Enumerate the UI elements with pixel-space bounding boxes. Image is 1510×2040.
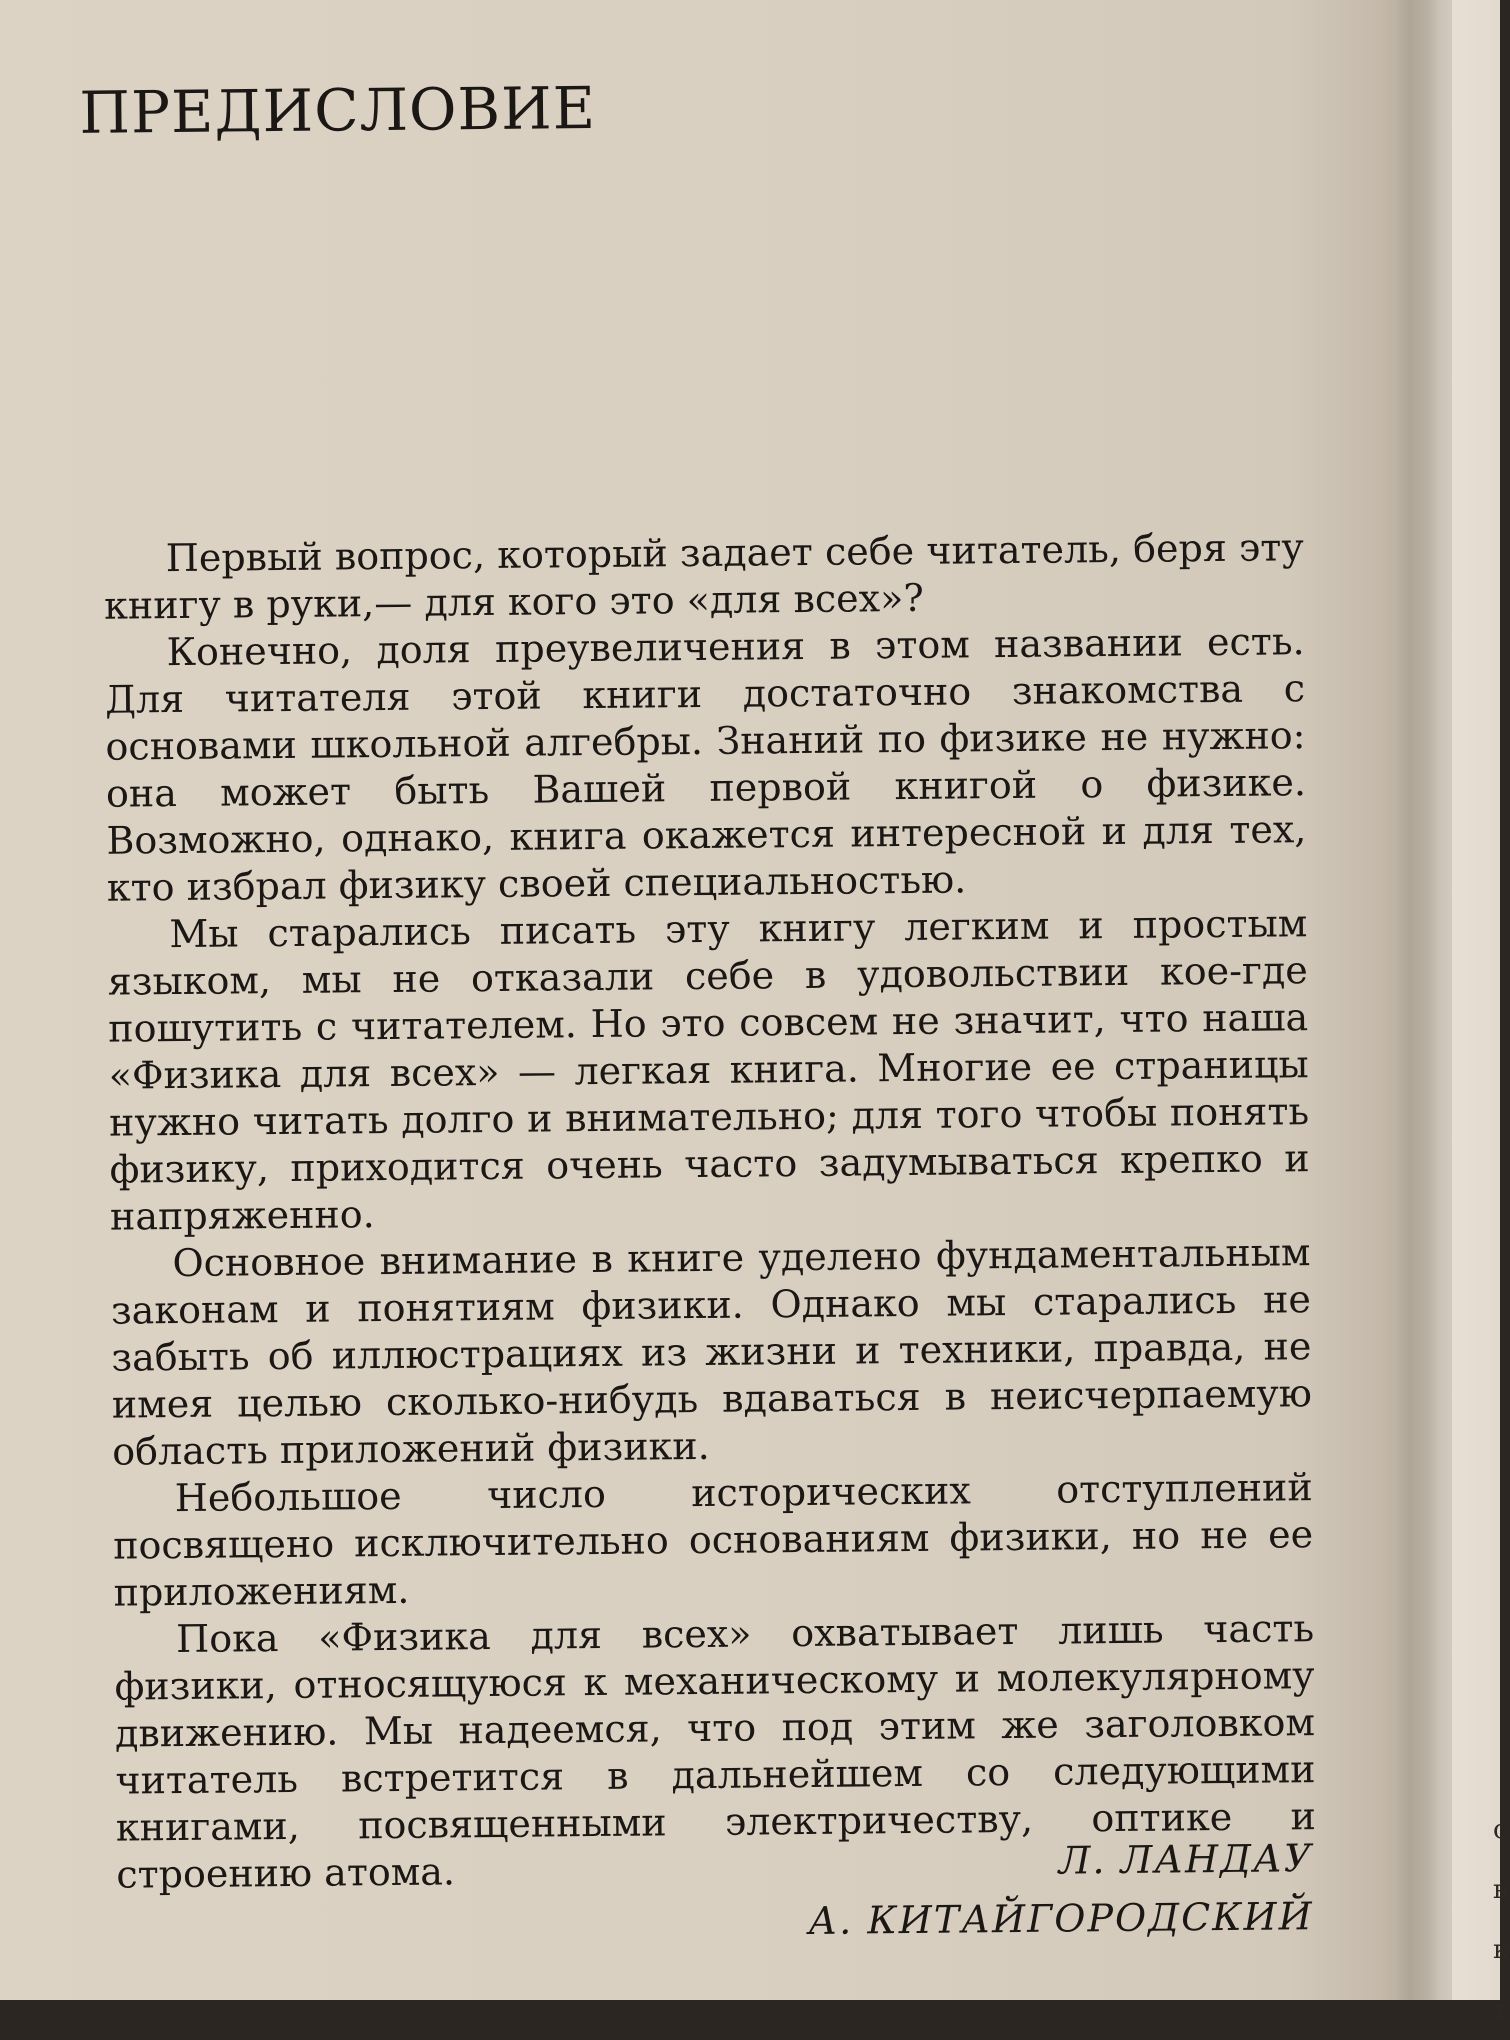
paragraph-2: Конечно, доля преувеличения в этом названии есть. Для читателя этой книги достаточно знакомства с основами школьной алгебры. Знаний по физике не нужно: она может быть Вашей первой книгой о физике. Возможно, однако, книга окажется интересной и для тех, кто избрал физику своей специальностью. <box>104 619 1307 910</box>
edge-letter: к <box>1493 1935 1510 1965</box>
preface-body <box>104 524 1317 1898</box>
page-heading: ПРЕДИСЛОВИЕ <box>79 73 597 147</box>
signature-block <box>808 1829 1315 1950</box>
next-page-edge-letters <box>1493 1800 1510 2040</box>
author-landau: Л. ЛАНДАУ <box>1058 1836 1314 1883</box>
paragraph-5: Небольшое число исторических отступлений посвящено исключительно основаниям физики, но не ее приложениям. <box>112 1465 1314 1615</box>
paragraph-4: Основное внимание в книге уделено фундаментальным законам и понятиям физики. Однако мы старались не забыть об иллюстрациях из жизни и техники, правда, не имея целью сколько-нибудь вдаваться в неисчерпаемую область приложений физики. <box>110 1230 1313 1474</box>
paragraph-1: Первый вопрос, который задает себе читатель, беря эту книгу в руки,— для кого это «для всех»? <box>103 525 1304 628</box>
edge-letter: ь <box>1493 1875 1508 1905</box>
edge-letter: т <box>1493 1995 1508 2025</box>
author-kitaigorodsky: А. КИТАЙГОРОДСКИЙ <box>808 1894 1315 1944</box>
next-page-edge <box>1452 0 1510 2000</box>
paragraph-6: Пока «Физика для всех» охватывает лишь часть физики, относящуюся к механическому и молекулярному движению. Мы надеемся, что под этим же заголовком читатель встретится в дальнейшем со следующими книгами, посвященными электричеству, оптике и строению атома. <box>114 1606 1317 1897</box>
paragraph-3: Мы старались писать эту книгу легким и простым языком, мы не отказали себе в удовольствии кое-где пошутить с читателем. Но это совсем не значит, что наша «Физика для всех» — легкая книга. Многие ее страницы нужно читать долго и внимательно; для того чтобы понять физику, приходится очень часто задумываться крепко и напряженно. <box>107 901 1310 1239</box>
page-gutter-shadow <box>1395 0 1455 2000</box>
edge-letter: с <box>1493 1815 1508 1845</box>
